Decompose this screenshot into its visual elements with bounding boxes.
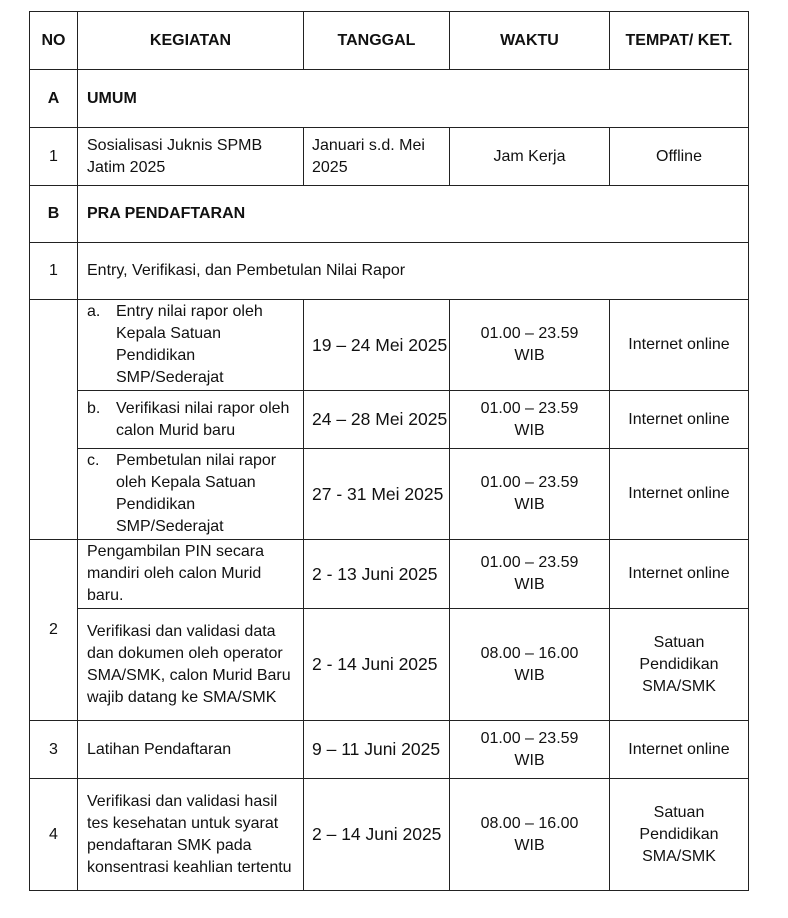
- row-kegiatan: [78, 449, 304, 540]
- row-waktu: 01.00 – 23.59 WIB: [450, 540, 610, 609]
- row-tempat: Satuan Pendidikan SMA/SMK: [610, 609, 749, 721]
- section-no: B: [30, 186, 78, 243]
- row-tanggal: 19 – 24 Mei 2025: [304, 300, 450, 391]
- section-title: UMUM: [78, 70, 749, 128]
- row-waktu: 01.00 – 23.59 WIB: [450, 300, 610, 391]
- header-tanggal: TANGGAL: [304, 12, 450, 70]
- section-title: PRA PENDAFTARAN: [78, 186, 749, 243]
- row-no: 1: [30, 128, 78, 186]
- row-tempat: Internet online: [610, 540, 749, 609]
- row-waktu: 01.00 – 23.59 WIB: [450, 449, 610, 540]
- row-waktu: 01.00 – 23.59 WIB: [450, 391, 610, 449]
- section-no: A: [30, 70, 78, 128]
- header-tempat: TEMPAT/ KET.: [610, 12, 749, 70]
- sub-item-text: Pembetulan nilai rapor oleh Kepala Satuan Pendidikan SMP/Sederajat: [116, 452, 277, 535]
- list-marker: a.: [87, 303, 101, 320]
- row-tanggal: 27 - 31 Mei 2025: [304, 449, 450, 540]
- row-kegiatan: [78, 391, 304, 449]
- row-tempat: Internet online: [610, 721, 749, 779]
- header-waktu: WAKTU: [450, 12, 610, 70]
- row-no: 4: [30, 779, 78, 891]
- row-tempat: Internet online: [610, 449, 749, 540]
- schedule-table: [29, 11, 749, 891]
- row-tanggal: 2 – 14 Juni 2025: [304, 779, 450, 891]
- header-no: NO: [30, 12, 78, 70]
- row-waktu: Jam Kerja: [450, 128, 610, 186]
- table-row: [30, 609, 749, 721]
- row-no: 1: [30, 243, 78, 300]
- sub-item-text: Verifikasi nilai rapor oleh calon Murid baru: [116, 399, 290, 439]
- table-row: [30, 779, 749, 891]
- row-kegiatan: Latihan Pendaftaran: [78, 721, 304, 779]
- row-kegiatan: Entry, Verifikasi, dan Pembetulan Nilai Rapor: [78, 243, 749, 300]
- row-tanggal: 9 – 11 Juni 2025: [304, 721, 450, 779]
- row-kegiatan: Verifikasi dan validasi hasil tes kesehatan untuk syarat pendaftaran SMK pada konsentrasi keahlian tertentu: [78, 779, 304, 891]
- row-tempat: Internet online: [610, 391, 749, 449]
- row-kegiatan: Pengambilan PIN secara mandiri oleh calon Murid baru.: [78, 540, 304, 609]
- sub-item-text: Entry nilai rapor oleh Kepala Satuan Pendidikan SMP/Sederajat: [116, 303, 263, 386]
- list-marker: c.: [87, 452, 100, 469]
- table-row: [30, 243, 749, 300]
- header-row: [30, 12, 749, 70]
- row-no-empty: [30, 300, 78, 540]
- table-row: [30, 721, 749, 779]
- table-row: [30, 300, 749, 391]
- table-row: [30, 449, 749, 540]
- row-kegiatan: Sosialisasi Juknis SPMB Jatim 2025: [78, 128, 304, 186]
- section-row-pra-pendaftaran: [30, 186, 749, 243]
- table-row: [30, 540, 749, 609]
- row-waktu: 08.00 – 16.00 WIB: [450, 779, 610, 891]
- row-waktu: 08.00 – 16.00 WIB: [450, 609, 610, 721]
- row-no: 2: [30, 540, 78, 721]
- row-tanggal: 2 - 14 Juni 2025: [304, 609, 450, 721]
- row-tanggal: 24 – 28 Mei 2025: [304, 391, 450, 449]
- list-marker: b.: [87, 399, 101, 417]
- row-tanggal: 2 - 13 Juni 2025: [304, 540, 450, 609]
- row-waktu: 01.00 – 23.59 WIB: [450, 721, 610, 779]
- row-tanggal: Januari s.d. Mei 2025: [304, 128, 450, 186]
- row-kegiatan: [78, 300, 304, 391]
- section-row-umum: [30, 70, 749, 128]
- header-kegiatan: KEGIATAN: [78, 12, 304, 70]
- row-no: 3: [30, 721, 78, 779]
- row-kegiatan: Verifikasi dan validasi data dan dokumen oleh operator SMA/SMK, calon Murid Baru wajib datang ke SMA/SMK: [78, 609, 304, 721]
- row-tempat: Internet online: [610, 300, 749, 391]
- row-tempat: Offline: [610, 128, 749, 186]
- table-row: [30, 128, 749, 186]
- row-tempat: Satuan Pendidikan SMA/SMK: [610, 779, 749, 891]
- table-row: [30, 391, 749, 449]
